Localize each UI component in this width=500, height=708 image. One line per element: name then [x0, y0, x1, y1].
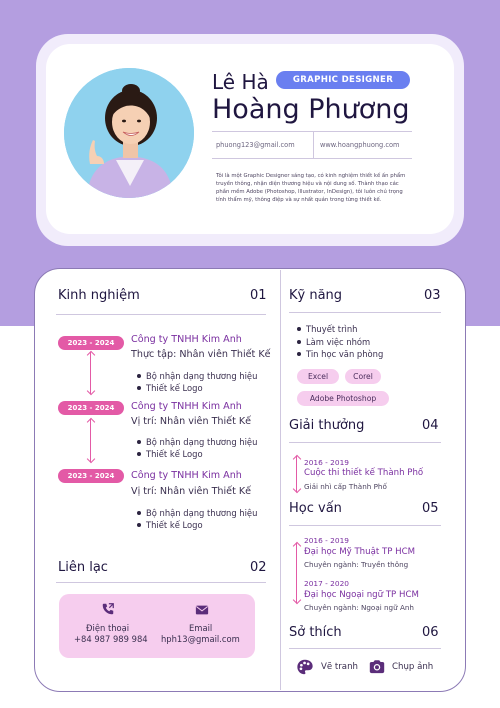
experience-position: Thực tập: Nhân viên Thiết Kế [131, 349, 271, 360]
awards-timeline [296, 456, 297, 492]
column-divider [280, 270, 281, 690]
avatar [64, 68, 194, 198]
experience-rule [56, 314, 266, 315]
hobbies-rule [289, 648, 441, 649]
email-icon [195, 603, 209, 617]
phone-icon [101, 602, 115, 616]
email-label: Email [189, 623, 213, 633]
list-item: Tin học văn phòng [296, 348, 383, 361]
hobby-label: Vẽ tranh [321, 662, 358, 672]
skills-rule [289, 312, 441, 313]
education-number: 05 [422, 501, 439, 516]
education-years: 2017 - 2020 [304, 579, 349, 588]
experience-number: 01 [250, 288, 267, 303]
bio-text: Tôi là một Graphic Designer sáng tạo, có kinh nghiệm thiết kế ấn phẩm truyền thông, nhận diện thương hiệu và nội dung số. Thành thạo các phần mềm Adobe (Photoshop, Illustrator, InDesign), tôi luôn chú trọng tính thẩm mỹ, thông điệp và sự nhất quán trong từng thiết kế. [216, 173, 406, 204]
education-rule [289, 525, 441, 526]
education-title: Học vấn [289, 501, 342, 516]
experience-years: 2023 - 2024 [58, 336, 124, 350]
email-value[interactable]: hph13@gmail.com [161, 634, 240, 644]
experience-title: Kinh nghiệm [58, 288, 140, 303]
camera-icon [368, 658, 386, 676]
experience-bullets [136, 436, 257, 460]
skills-number: 03 [424, 288, 441, 303]
education-major: Chuyên ngành: Ngoại ngữ Anh [304, 603, 414, 612]
timeline-connector [90, 352, 91, 394]
last-name: Hoàng Phương [212, 94, 410, 125]
experience-bullets [136, 507, 257, 531]
contact-rule [56, 582, 266, 583]
education-school: Đại học Mỹ Thuật TP HCM [304, 547, 415, 557]
header-email[interactable]: phuong123@gmail.com [216, 141, 295, 149]
list-item: Thiết kế Logo [136, 448, 257, 460]
tool-pill: Corel [345, 369, 381, 384]
list-item: Bộ nhận dạng thương hiệu [136, 370, 257, 382]
list-item: Làm việc nhóm [296, 336, 383, 349]
experience-company: Công ty TNHH Kim Anh [131, 401, 242, 412]
contact-divider [313, 132, 314, 159]
header-website[interactable]: www.hoangphuong.com [320, 141, 400, 149]
experience-company: Công ty TNHH Kim Anh [131, 334, 242, 345]
tool-pill: Excel [297, 369, 339, 384]
education-major: Chuyên ngành: Truyền thông [304, 560, 409, 569]
list-item: Bộ nhận dạng thương hiệu [136, 507, 257, 519]
experience-years: 2023 - 2024 [58, 469, 124, 483]
education-school: Đại học Ngoại ngữ TP HCM [304, 590, 419, 600]
hobby-label: Chụp ảnh [392, 662, 434, 672]
experience-company: Công ty TNHH Kim Anh [131, 470, 242, 481]
list-item: Thiết kế Logo [136, 519, 257, 531]
awards-number: 04 [422, 418, 439, 433]
tool-pill: Adobe Photoshop [297, 391, 389, 406]
award-detail: Giải nhì cấp Thành Phố [304, 482, 387, 491]
skills-title: Kỹ năng [289, 288, 343, 303]
experience-years: 2023 - 2024 [58, 401, 124, 415]
palette-icon [296, 658, 314, 676]
contact-title: Liên lạc [58, 560, 108, 575]
experience-position: Vị trí: Nhân viên Thiết Kế [131, 486, 252, 497]
award-years: 2016 - 2019 [304, 458, 349, 467]
list-item: Bộ nhận dạng thương hiệu [136, 436, 257, 448]
awards-rule [289, 442, 441, 443]
awards-title: Giải thưởng [289, 418, 365, 433]
list-item: Thiết kế Logo [136, 382, 257, 394]
education-years: 2016 - 2019 [304, 536, 349, 545]
contact-number: 02 [250, 560, 267, 575]
experience-position: Vị trí: Nhân viên Thiết Kế [131, 416, 252, 427]
list-item: Thuyết trình [296, 323, 383, 336]
education-timeline [296, 543, 297, 603]
portrait-image [64, 68, 194, 198]
timeline-connector [90, 419, 91, 462]
hobbies-number: 06 [422, 625, 439, 640]
experience-bullets [136, 370, 257, 394]
phone-value[interactable]: +84 987 989 984 [74, 634, 148, 644]
hobbies-title: Sở thích [289, 625, 342, 640]
first-name: Lê Hà [212, 70, 269, 94]
role-badge: GRAPHIC DESIGNER [276, 71, 410, 89]
skills-list [296, 323, 383, 361]
phone-label: Điện thoại [86, 623, 130, 633]
award-name: Cuộc thi thiết kế Thành Phố [304, 468, 424, 478]
